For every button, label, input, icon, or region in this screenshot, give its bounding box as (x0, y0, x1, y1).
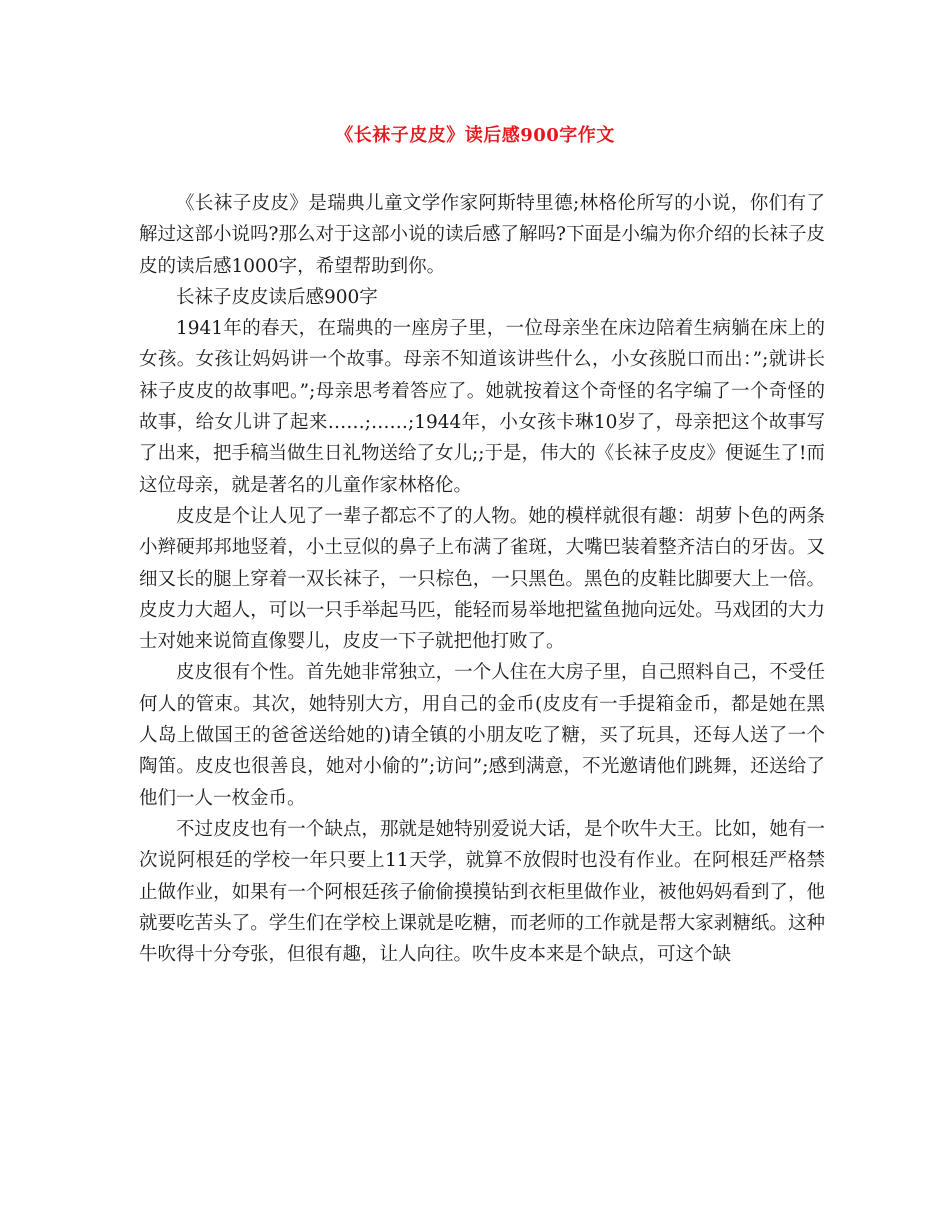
paragraph-shortcoming: 不过皮皮也有一个缺点，那就是她特别爱说大话，是个吹牛大王。比如，她有一次说阿根廷的学校一年只要上11天学，就算不放假时也没有作业。在阿根廷严格禁止做作业，如果有一个阿根廷孩子偷偷摸摸钻到衣柜里做作业，被他妈妈看到了，他就要吃苦头了。学生们在学校上课就是吃糖，而老师的工作就是帮大家剥糖纸。这种牛吹得十分夸张，但很有趣，让人向往。吹牛皮本来是个缺点，可这个缺 (139, 818, 825, 966)
paragraph-subheading: 长袜子皮皮读后感900字 (176, 286, 378, 308)
paragraph-intro: 《长袜子皮皮》是瑞典儿童文学作家阿斯特里德;林格伦所写的小说，你们有了解过这部小说吗?那么对于这部小说的读后感了解吗?下面是小编为你介绍的长袜子皮皮的读后感1000字，希望帮助到你。 (139, 193, 825, 277)
document-title: 《长袜子皮皮》读后感900字作文 (335, 125, 615, 146)
document-body (139, 188, 825, 970)
paragraph-story-origin: 1941年的春天，在瑞典的一座房子里，一位母亲坐在床边陪着生病躺在床上的女孩。女孩让妈妈讲一个故事。母亲不知道该讲些什么，小女孩脱口而出：”;就讲长袜子皮皮的故事吧。”;母亲思考着答应了。她就按着这个奇怪的名字编了一个奇怪的故事，给女儿讲了起来……;……;1944年，小女孩卡琳10岁了，母亲把这个故事写了出来，把手稿当做生日礼物送给了女儿;;于是，伟大的《长袜子皮皮》便诞生了!而这位母亲，就是著名的儿童作家林格伦。 (139, 318, 825, 496)
paragraph-personality: 皮皮很有个性。首先她非常独立，一个人住在大房子里，自己照料自己，不受任何人的管束。其次，她特别大方，用自己的金币(皮皮有一手提箱金币，都是她在黑人岛上做国王的爸爸送给她的)请全镇的小朋友吃了糖，买了玩具，还每人送了一个陶笛。皮皮也很善良，她对小偷的”;访问”;感到满意，不光邀请他们跳舞，还送给了他们一人一枚金币。 (139, 662, 825, 809)
paragraph-appearance: 皮皮是个让人见了一辈子都忘不了的人物。她的模样就很有趣：胡萝卜色的两条小辫硬邦邦地竖着，小土豆似的鼻子上布满了雀斑，大嘴巴装着整齐洁白的牙齿。又细又长的腿上穿着一双长袜子，一只棕色，一只黑色。黑色的皮鞋比脚要大上一倍。皮皮力大超人，可以一只手举起马匹，能轻而易举地把鲨鱼抛向远处。马戏团的大力士对她来说简直像婴儿，皮皮一下子就把他打败了。 (139, 505, 825, 653)
